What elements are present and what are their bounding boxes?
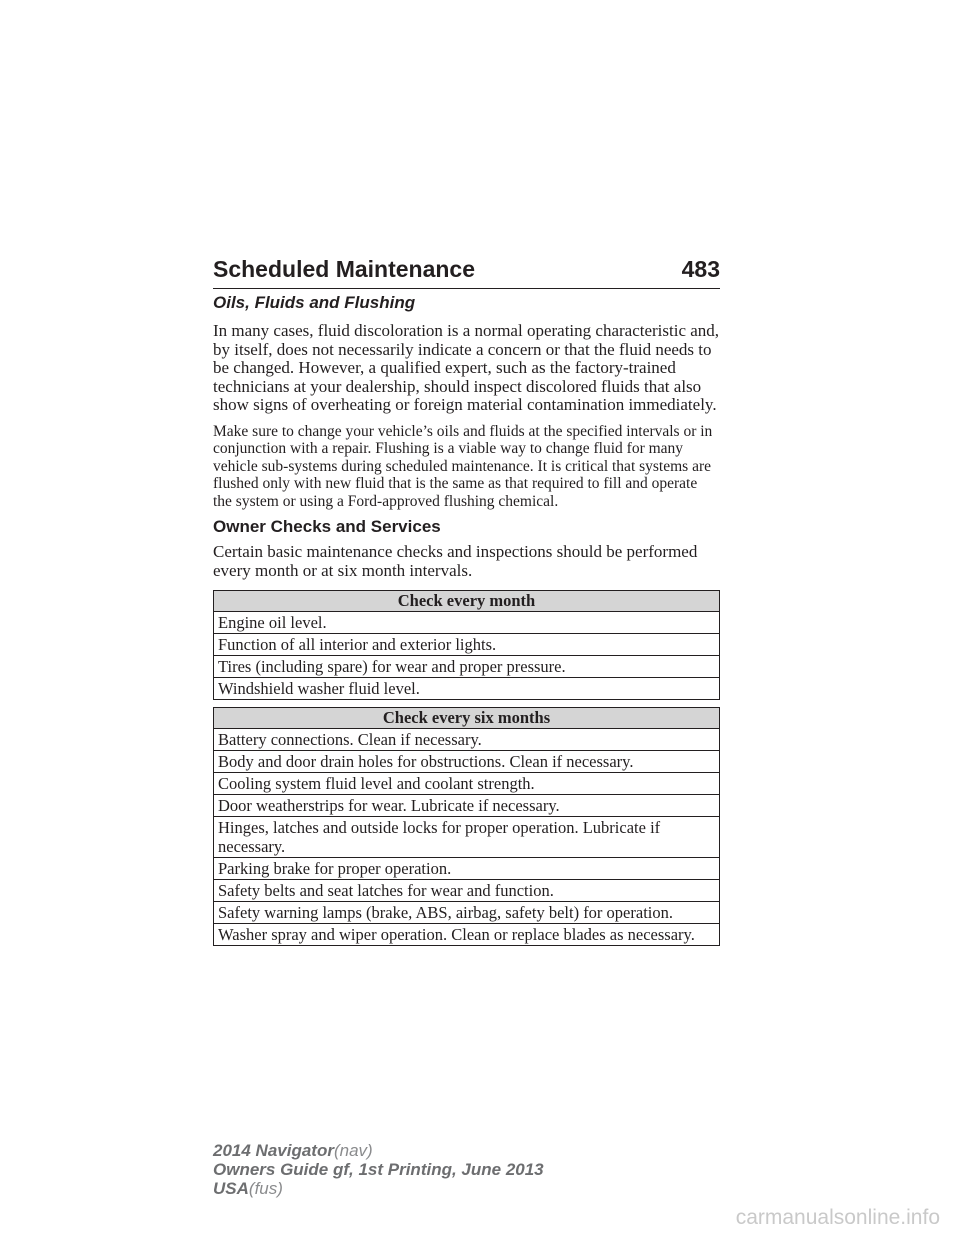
- document-footer: [213, 1141, 544, 1198]
- footer-line-printing: [213, 1160, 544, 1179]
- table-cell: Hinges, latches and outside locks for proper operation. Lubricate if necessary.: [214, 817, 720, 858]
- table-row: [214, 817, 720, 858]
- table-row: [214, 902, 720, 924]
- footer-line-market: [213, 1179, 544, 1198]
- table-cell: Cooling system fluid level and coolant strength.: [214, 773, 720, 795]
- footer-market-code: (fus): [248, 1179, 283, 1198]
- table-row: [214, 773, 720, 795]
- table-row: [214, 924, 720, 946]
- table-cell: Door weatherstrips for wear. Lubricate if necessary.: [214, 795, 720, 817]
- table-cell: Safety warning lamps (brake, ABS, airbag, safety belt) for operation.: [214, 902, 720, 924]
- page-title: Scheduled Maintenance: [213, 256, 476, 282]
- table-cell: Body and door drain holes for obstructions. Clean if necessary.: [214, 751, 720, 773]
- watermark: carmanualsonline.info: [735, 1206, 940, 1229]
- table-cell: Windshield washer fluid level.: [214, 678, 720, 700]
- table-cell: Safety belts and seat latches for wear and function.: [214, 880, 720, 902]
- page-content: [213, 266, 720, 946]
- table-cell: Battery connections. Clean if necessary.: [214, 729, 720, 751]
- paragraph-flushing: Make sure to change your vehicle’s oils and fluids at the specified intervals or in conjunction with a repair. Flushing is a viable way to change fluid for many vehicle sub-systems during scheduled maintenance. It is critical that systems are flushed only with new fluid that is the same as that required to fill and operate the system or using a Ford-approved flushing chemical.: [213, 422, 713, 510]
- table-row: [214, 678, 720, 700]
- section-heading-oils: Oils, Fluids and Flushing: [213, 293, 416, 312]
- table-row: [214, 858, 720, 880]
- table-row: [214, 656, 720, 678]
- table-row: [214, 729, 720, 751]
- table-header: Check every month: [214, 591, 720, 612]
- table-row: [214, 795, 720, 817]
- table-row: [214, 634, 720, 656]
- table-cell: Parking brake for proper operation.: [214, 858, 720, 880]
- section-heading-owner-checks: Owner Checks and Services: [213, 517, 441, 536]
- table-row: [214, 751, 720, 773]
- table-header: Check every six months: [214, 708, 720, 729]
- table-row: [214, 612, 720, 634]
- footer-line-model: [213, 1141, 544, 1160]
- paragraph-owner-checks: Certain basic maintenance checks and inspections should be performed every month or at six month intervals.: [213, 542, 698, 580]
- table-cell: Function of all interior and exterior lights.: [214, 634, 720, 656]
- table-row: [214, 880, 720, 902]
- footer-model: 2014 Navigator: [213, 1141, 334, 1160]
- footer-printing: Owners Guide gf, 1st Printing, June 2013: [213, 1160, 544, 1179]
- paragraph-fluid-discoloration: In many cases, fluid discoloration is a normal operating characteristic and, by itself, does not necessarily indicate a concern or that the fluid needs to be changed. However, a qualified expert, such as the factory-trained technicians at your dealership, should inspect discolored fluids that also show signs of overheating or foreign material contamination immediately.: [213, 321, 720, 414]
- page-number: 483: [681, 256, 720, 282]
- footer-market: USA: [213, 1179, 249, 1198]
- table-cell: Tires (including spare) for wear and proper pressure.: [214, 656, 720, 678]
- table-cell: Engine oil level.: [214, 612, 720, 634]
- six-month-checks-table: [213, 707, 720, 946]
- footer-model-code: (nav): [333, 1141, 373, 1160]
- monthly-checks-table: [213, 590, 720, 700]
- table-cell: Washer spray and wiper operation. Clean or replace blades as necessary.: [214, 924, 720, 946]
